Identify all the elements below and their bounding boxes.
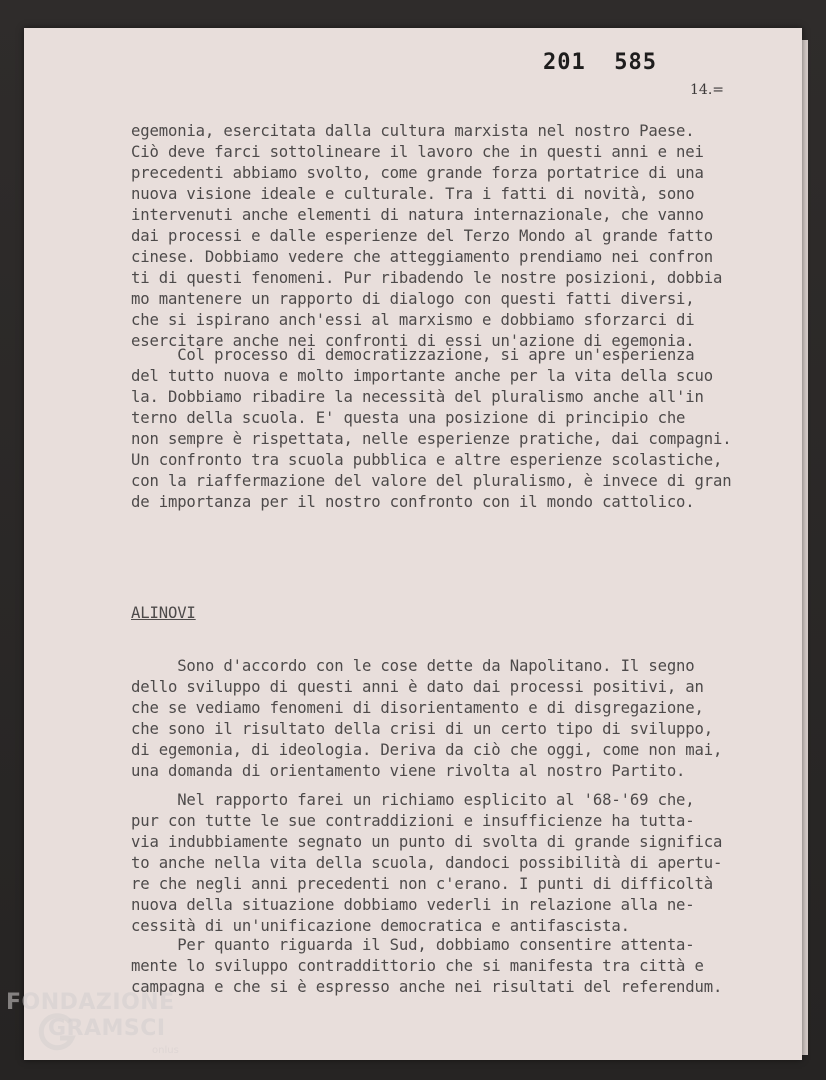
text-line: con la riaffermazione del valore del pluralismo, è invece di gran [131,472,732,490]
text-line: dello sviluppo di questi anni è dato dai processi positivi, an [131,678,704,696]
text-line: via indubbiamente segnato un punto di svolta di grande significa [131,833,723,851]
watermark-line-1: FONDAZIONE [6,990,175,1015]
text-line: to anche nella vita della scuola, dandoci possibilità di apertu- [131,854,723,872]
watermark-suffix: onlus [152,1045,179,1056]
text-line: non sempre è rispettata, nelle esperienze pratiche, dai compagni. [131,430,732,448]
text-line: Un confronto tra scuola pubblica e altre esperienze scolastiche, [131,451,723,469]
text-line: che sono il risultato della crisi di un certo tipo di sviluppo, [131,720,714,738]
text-line: del tutto nuova e molto importante anche per la vita della scuo [131,367,714,385]
text-line: egemonia, esercitata dalla cultura marxista nel nostro Paese. [131,122,695,140]
text-line: terno della scuola. E' questa una posizione di principio che [131,409,686,427]
text-line: campagna e che si è espresso anche nei risultati del referendum. [131,978,723,996]
text-line: Nel rapporto farei un richiamo esplicito al '68-'69 che, [131,791,695,809]
text-line: precedenti abbiamo svolto, come grande forza portatrice di una [131,164,704,182]
text-line: la. Dobbiamo ribadire la necessità del pluralismo anche all'in [131,388,704,406]
text-line: mente lo sviluppo contraddittorio che si manifesta tra città e [131,957,704,975]
fondazione-gramsci-watermark [6,990,206,1070]
text-line: intervenuti anche elementi di natura internazionale, che vanno [131,206,704,224]
text-line: Sono d'accordo con le cose dette da Napolitano. Il segno [131,657,695,675]
text-line: di egemonia, di ideologia. Deriva da ciò che oggi, come non mai, [131,741,723,759]
text-line: dai processi e dalle esperienze del Terzo Mondo al grande fatto [131,227,714,245]
text-line: re che negli anni precedenti non c'erano. I punti di difficoltà [131,875,714,893]
text-line: nuova della situazione dobbiamo vederli in relazione alla ne- [131,896,695,914]
text-line: Ciò deve farci sottolineare il lavoro che in questi anni e nei [131,143,704,161]
text-line: una domanda di orientamento viene rivolta al nostro Partito. [131,762,686,780]
text-line: che si ispirano anch'essi al marxismo e dobbiamo sforzarci di [131,311,695,329]
text-line: pur con tutte le sue contraddizioni e insufficienze ha tutta- [131,812,695,830]
text-line: cessità di un'unificazione democratica e antifascista. [131,917,630,935]
text-line: esercitare anche nei confronti di essi un'azione di egemonia. [131,332,695,350]
text-line: ti di questi fenomeni. Pur ribadendo le nostre posizioni, dobbia [131,269,723,287]
archive-page-number: 201 585 [543,50,657,75]
watermark-line-2: GRAMSCI [48,1016,166,1041]
text-line: de importanza per il nostro confronto con il mondo cattolico. [131,493,695,511]
text-line: Per quanto riguarda il Sud, dobbiamo consentire attenta- [131,936,695,954]
handwritten-page-mark: 14.= [690,82,724,98]
speaker-heading: ALINOVI [131,604,196,622]
text-line: che se vediamo fenomeni di disorientamento e di disgregazione, [131,699,704,717]
text-line: nuova visione ideale e culturale. Tra i fatti di novità, sono [131,185,695,203]
text-line: cinese. Dobbiamo vedere che atteggiamento prendiamo nei confron [131,248,714,266]
text-line: mo mantenere un rapporto di dialogo con questi fatti diversi, [131,290,695,308]
text-line: Col processo di democratizzazione, si apre un'esperienza [131,346,695,364]
